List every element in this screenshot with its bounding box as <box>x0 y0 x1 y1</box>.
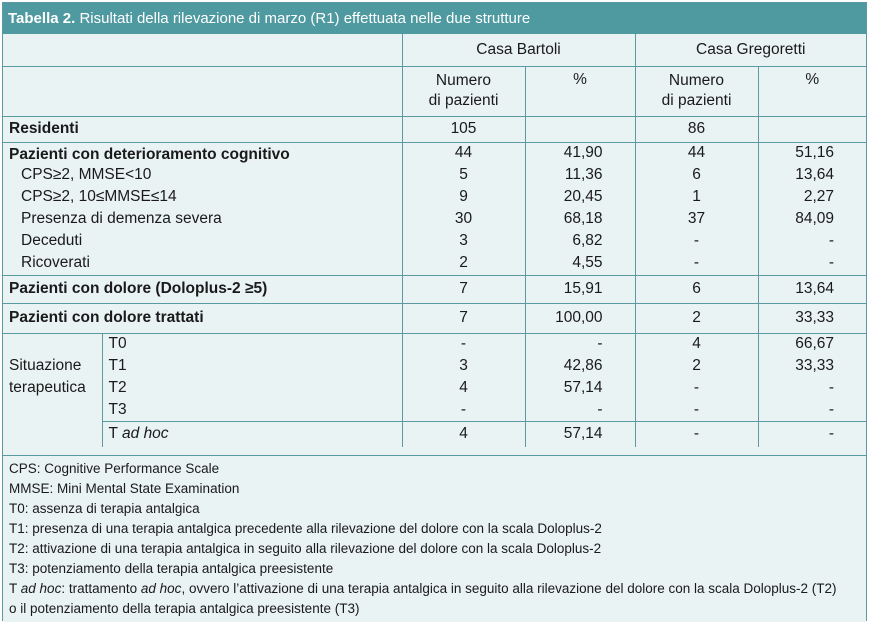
header-num-line1: Numero <box>668 72 725 89</box>
row-label: T3 <box>102 399 402 421</box>
row-demenza-severa <box>3 208 866 230</box>
cell-gregoretti-pct: 13,64 <box>758 164 866 186</box>
note-tadhoc-line2: o il potenziamento della terapia antalgica preesistente (T3) <box>9 601 360 616</box>
note-t0: T0: assenza di terapia antalgica <box>9 501 200 516</box>
situazione-terapeutica-label <box>3 333 102 421</box>
cell-bartoli-pct <box>525 116 635 142</box>
row-trattati <box>3 303 866 333</box>
cell-bartoli-pct: 42,86 <box>525 355 635 377</box>
situazione-line1: Situazione <box>9 357 82 375</box>
cell-bartoli-n: 7 <box>402 303 525 333</box>
cell-gregoretti-pct: - <box>758 377 866 399</box>
row-residenti <box>3 116 866 142</box>
row-deterioramento <box>3 142 866 164</box>
row-t3 <box>3 399 866 421</box>
row-label: T0 <box>102 333 402 355</box>
header-gregoretti-pct: % <box>758 66 866 116</box>
cell-bartoli-pct: 4,55 <box>525 252 635 275</box>
cell-gregoretti-pct: - <box>758 252 866 275</box>
cell-gregoretti-pct: - <box>758 230 866 252</box>
cell-gregoretti-n: - <box>635 252 758 275</box>
cell-gregoretti-pct: - <box>758 399 866 421</box>
row-tadhoc <box>3 421 866 447</box>
header-num-line2: di pazienti <box>661 92 732 109</box>
row-label: Deceduti <box>21 232 83 249</box>
header-num-line2: di pazienti <box>428 92 499 109</box>
note-t1: T1: presenza di una terapia antalgica precedente alla rilevazione del dolore con la scala Doloplus-2 <box>9 521 602 536</box>
row-cps-mmse-10-14 <box>3 186 866 208</box>
row-label: Pazienti con dolore trattati <box>3 303 402 333</box>
cell-gregoretti-pct: 33,33 <box>758 355 866 377</box>
cell-bartoli-n: 4 <box>402 421 525 447</box>
row-dolore <box>3 275 866 303</box>
cell-gregoretti-n: 6 <box>635 164 758 186</box>
note-t2: T2: attivazione di una terapia antalgica in seguito alla rilevazione del dolore con la scala Doloplus-2 <box>9 541 602 556</box>
row-ricoverati <box>3 252 866 275</box>
cell-bartoli-pct: 15,91 <box>525 275 635 303</box>
cell-bartoli-n: 4 <box>402 377 525 399</box>
cell-bartoli-n: 3 <box>402 230 525 252</box>
row-cps-mmse-lt10 <box>3 164 866 186</box>
cell-bartoli-pct: - <box>525 399 635 421</box>
cell-gregoretti-n: 37 <box>635 208 758 230</box>
cell-bartoli-pct: 6,82 <box>525 230 635 252</box>
note-mmse: MMSE: Mini Mental State Examination <box>9 481 240 496</box>
cell-bartoli-pct: 57,14 <box>525 421 635 447</box>
cell-gregoretti-n: 86 <box>635 116 758 142</box>
cell-bartoli-pct: 41,90 <box>525 142 635 164</box>
cell-gregoretti-n: 1 <box>635 186 758 208</box>
row-label: T2 <box>102 377 402 399</box>
cell-bartoli-pct: 68,18 <box>525 208 635 230</box>
cell-bartoli-n: 105 <box>402 116 525 142</box>
cell-gregoretti-pct: 51,16 <box>758 142 866 164</box>
table-number: Tabella 2. <box>8 10 76 27</box>
cell-bartoli-n: 3 <box>402 355 525 377</box>
row-label: Residenti <box>3 116 402 142</box>
cell-gregoretti-n: - <box>635 377 758 399</box>
row-t1 <box>3 355 866 377</box>
row-label: T1 <box>102 355 402 377</box>
cell-bartoli-pct: 100,00 <box>525 303 635 333</box>
cell-gregoretti-n: 2 <box>635 355 758 377</box>
note-t3: T3: potenziamento della terapia antalgica preesistente <box>9 561 334 576</box>
note-tadhoc-prefix: T <box>9 581 18 596</box>
cell-gregoretti-pct: 84,09 <box>758 208 866 230</box>
tadhoc-italic: ad hoc <box>122 425 169 443</box>
situazione-line2: terapeutica <box>9 379 86 397</box>
note-tadhoc <box>9 579 860 599</box>
note-cps: CPS: Cognitive Performance Scale <box>9 461 220 476</box>
row-label: CPS≥2, MMSE<10 <box>21 166 152 183</box>
cell-bartoli-n: 2 <box>402 252 525 275</box>
table-title <box>3 3 866 34</box>
cell-gregoretti-n: 4 <box>635 333 758 355</box>
cell-gregoretti-n: - <box>635 230 758 252</box>
row-t0 <box>3 333 866 355</box>
note-tadhoc-italic1: ad hoc <box>20 581 62 596</box>
cell-gregoretti-n: - <box>635 421 758 447</box>
tadhoc-prefix: T <box>108 425 118 443</box>
note-tadhoc-rest: , ovvero l’attivazione di una terapia antalgica in seguito alla rilevazione del dolore con la scala Doloplus-2 (T2) <box>181 581 837 596</box>
cell-bartoli-n: 44 <box>402 142 525 164</box>
table-notes <box>3 455 866 622</box>
cell-bartoli-n: 30 <box>402 208 525 230</box>
header-casa-gregoretti: Casa Gregoretti <box>635 34 866 66</box>
cell-gregoretti-n: 2 <box>635 303 758 333</box>
results-table <box>3 34 866 447</box>
cell-gregoretti-pct: - <box>758 421 866 447</box>
cell-bartoli-pct: 57,14 <box>525 377 635 399</box>
cell-bartoli-n: 7 <box>402 275 525 303</box>
cell-gregoretti-pct: 33,33 <box>758 303 866 333</box>
cell-bartoli-n: 9 <box>402 186 525 208</box>
row-label <box>102 421 402 447</box>
cell-gregoretti-n: - <box>635 399 758 421</box>
row-label: Pazienti con deterioramento cognitivo <box>9 145 290 163</box>
cell-bartoli-n: - <box>402 333 525 355</box>
cell-gregoretti-n: 44 <box>635 142 758 164</box>
row-label: Presenza di demenza severa <box>21 210 222 227</box>
header-row-groups <box>3 34 866 66</box>
row-t2 <box>3 377 866 399</box>
cell-gregoretti-pct <box>758 116 866 142</box>
note-tadhoc-mid: : trattamento <box>61 581 138 596</box>
cell-bartoli-n: - <box>402 399 525 421</box>
cell-bartoli-pct: 11,36 <box>525 164 635 186</box>
cell-bartoli-pct: 20,45 <box>525 186 635 208</box>
cell-gregoretti-pct: 13,64 <box>758 275 866 303</box>
cell-gregoretti-pct: 66,67 <box>758 333 866 355</box>
table-frame <box>2 2 867 621</box>
header-bartoli-pct: % <box>525 66 635 116</box>
cell-gregoretti-pct: 2,27 <box>758 186 866 208</box>
row-label: Pazienti con dolore (Doloplus-2 ≥5) <box>3 275 402 303</box>
row-deceduti <box>3 230 866 252</box>
header-gregoretti-numero <box>635 66 758 116</box>
cell-gregoretti-n: 6 <box>635 275 758 303</box>
header-row-columns <box>3 66 866 116</box>
header-num-line1: Numero <box>435 72 492 89</box>
header-bartoli-numero <box>402 66 525 116</box>
row-label: CPS≥2, 10≤MMSE≤14 <box>21 188 177 205</box>
cell-bartoli-pct: - <box>525 333 635 355</box>
table-caption: Risultati della rilevazione di marzo (R1) effettuata nelle due strutture <box>79 10 531 27</box>
note-tadhoc-italic2: ad hoc <box>140 581 182 596</box>
row-label: Ricoverati <box>3 252 402 275</box>
cell-bartoli-n: 5 <box>402 164 525 186</box>
header-casa-bartoli: Casa Bartoli <box>402 34 635 66</box>
